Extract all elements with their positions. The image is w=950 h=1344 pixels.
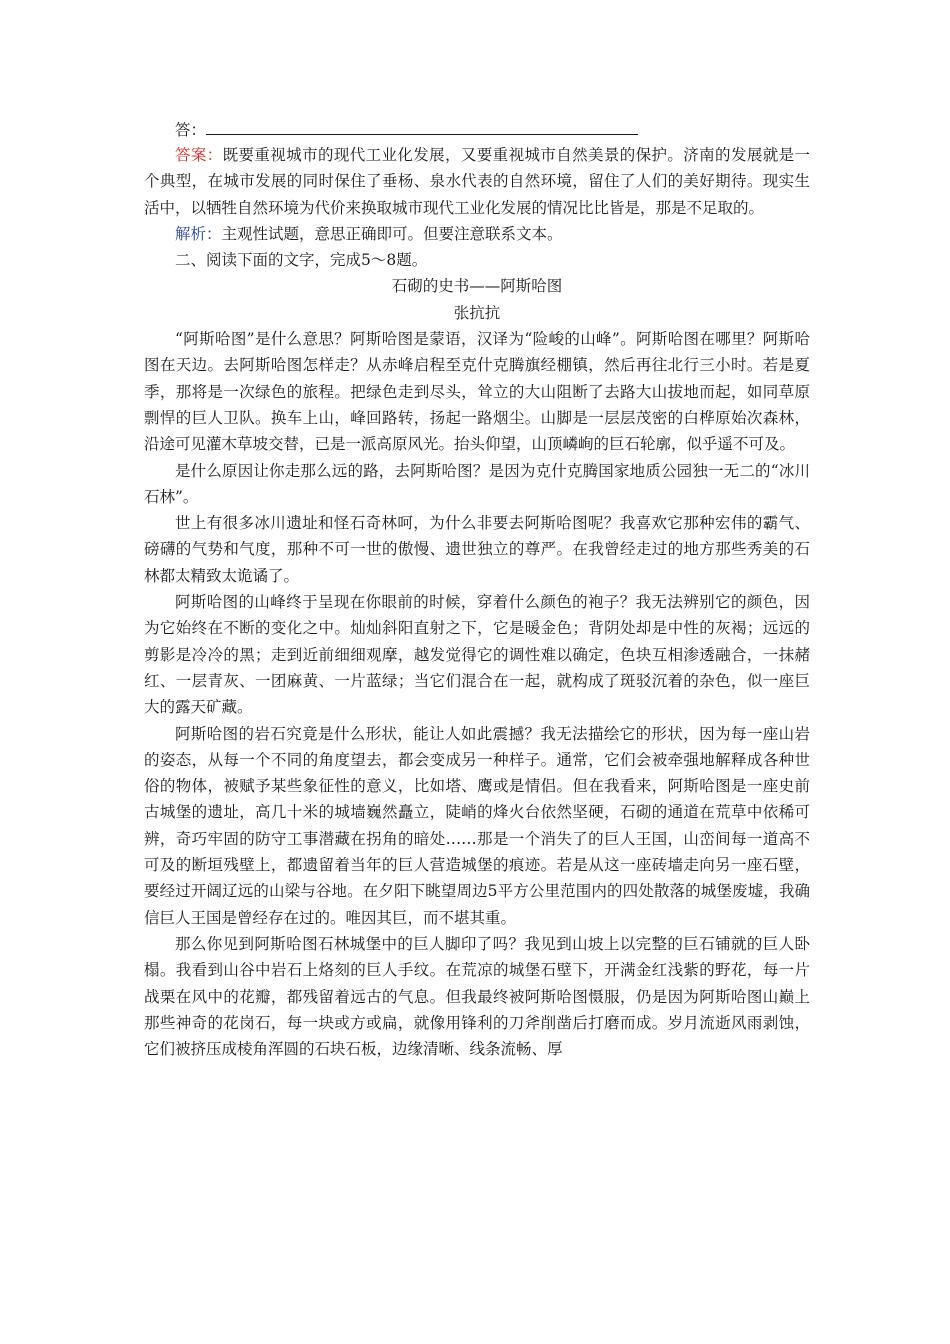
- article-paragraph-4: 阿斯哈图的山峰终于呈现在你眼前的时候，穿着什么颜色的袍子？我无法辨别它的颜色，因为它始终在不断的变化之中。灿灿斜阳直射之下，它是暖金色；背阴处却是中性的灰褐；远远的剪影是冷冷的黑；走到近前细细观摩，越发觉得它的调性难以确定，色块互相渗透融合，一抹赭红、一层青灰、一团麻黄、一片蓝绿；当它们混合在一起，就构成了斑驳沉着的杂色，似一座巨大的露天矿藏。: [144, 593, 810, 717]
- article-paragraph-5: 阿斯哈图的岩石究竟是什么形状，能让人如此震撼？我无法描绘它的形状，因为每一座山岩的姿态，从每一个不同的角度望去，都会变成另一种样子。通常，它们会被牵强地解释成各种世俗的物体，被赋予某些象征性的意义，比如塔、鹰或是情侣。但在我看来，阿斯哈图是一座史前古城堡的遗址，高几十米的城墙巍然矗立，陡峭的烽火台依然坚硬，石砌的通道在荒草中依稀可辨，奇巧牢固的防守工事潜藏在拐角的暗处……那是一个消失了的巨人王国，山峦间每一道高不可及的断垣残壁上，都遗留着当年的巨人营造城堡的痕迹。若是从这一座砖墙走向另一座石壁，要经过开阔辽远的山梁与谷地。在夕阳下眺望周边5平方公里范围内的四处散落的城堡废墟，我确信巨人王国是曾经存在过的。唯因其巨，而不堪其重。: [144, 724, 810, 927]
- answer-label: 答案：: [175, 146, 223, 164]
- answer-blank-line[interactable]: [206, 116, 638, 135]
- analysis-label: 解析：: [175, 224, 222, 243]
- answer-prompt-line: [144, 116, 810, 142]
- analysis-text: 主观性试题，意思正确即可。但要注意联系文本。: [221, 224, 563, 243]
- article-paragraph-2: 是什么原因让你走那么远的路，去阿斯哈图？是因为克什克腾国家地质公园独一无二的“冰川石林”。: [144, 461, 810, 506]
- article-paragraph-3: 世上有很多冰川遗址和怪石奇林呵，为什么非要去阿斯哈图呢？我喜欢它那种宏伟的霸气、磅礴的气势和气度，那种不可一世的傲慢、遗世独立的尊严。在我曾经走过的地方那些秀美的石林都太精致太诡谲了。: [144, 514, 810, 585]
- document-page: [144, 116, 810, 1062]
- article-paragraph-1: “阿斯哈图”是什么意思？阿斯哈图是蒙语，汉译为“险峻的山峰”。阿斯哈图在哪里？阿斯哈图在天边。去阿斯哈图怎样走？从赤峰启程至克什克腾旗经棚镇，然后再往北行三小时。若是夏季，那将是一次绿色的旅程。把绿色走到尽头，耸立的大山阻断了去路大山拔地而起，如同草原剽悍的巨人卫队。换车上山，峰回路转，扬起一路烟尘。山脚是一层层茂密的白桦原始次森林，沿途可见灌木草坡交替，已是一派高原风光。抬头仰望，山顶嶙峋的巨石轮廓，似乎遥不可及。: [144, 330, 810, 454]
- article-title: 石砌的史书——阿斯哈图: [391, 277, 563, 296]
- analysis-paragraph: [144, 221, 810, 247]
- answer-prompt-label: 答：: [175, 121, 207, 139]
- article-paragraph-6: 那么你见到阿斯哈图石林城堡中的巨人脚印了吗？我见到山坡上以完整的巨石铺就的巨人卧榻。我看到山谷中岩石上烙刻的巨人手纹。在荒凉的城堡石壁下，开满金红浅紫的野花，每一片战栗在风中的花瓣，都残留着远古的气息。但我最终被阿斯哈图慑服，仍是因为阿斯哈图山巅上那些神奇的花岗石，每一块或方或扁，就像用锋利的刀斧削凿后打磨而成。岁月流逝风雨剥蚀，它们被挤压成棱角浑圆的石块石板，边缘清晰、线条流畅、厚: [144, 934, 810, 1059]
- answer-text: 既要重视城市的现代工业化发展，又要重视城市自然美景的保护。济南的发展就是一个典型，在城市发展的同时保住了垂杨、泉水代表的自然环境，留住了人们的美好期待。现实生活中，以牺牲自然环境为代价来换取城市现代工业化发展的情况比比皆是，那是不足取的。: [144, 146, 810, 217]
- section-heading: 二、阅读下面的文字，完成5～8题。: [175, 251, 428, 270]
- article-author: 张抗抗: [453, 303, 501, 322]
- answer-paragraph: [144, 142, 810, 221]
